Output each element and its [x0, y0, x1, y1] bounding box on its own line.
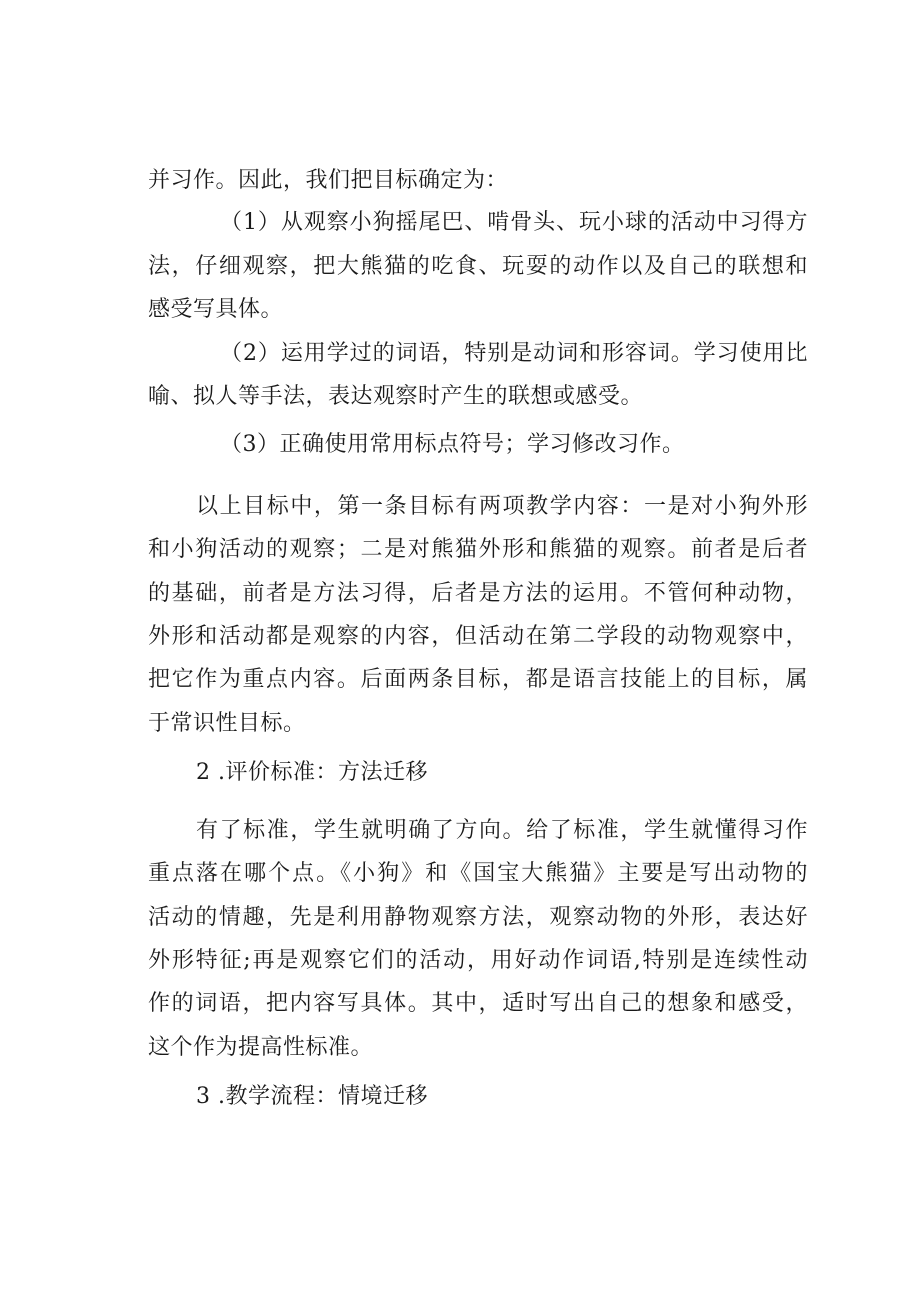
text-line: 外形特征;再是观察它们的活动，用好动作词语,特别是连续性动 [148, 948, 808, 973]
text-line: 的基础，前者是方法习得，后者是方法的运用。不管何种动物， [148, 581, 808, 606]
text-line: （3）正确使用常用标点符号；学习修改习作。 [220, 432, 685, 457]
text-line: 以上目标中，第一条目标有两项教学内容：一是对小狗外形 [196, 494, 808, 519]
text-line: 法，仔细观察，把大熊猫的吃食、玩耍的动作以及自己的联想和 [148, 254, 808, 279]
text-line: 把它作为重点内容。后面两条目标，都是语言技能上的目标，属 [148, 667, 808, 692]
text-line: 喻、拟人等手法，表达观察时产生的联想或感受。 [148, 384, 644, 409]
text-line: 重点落在哪个点。《小狗》和《国宝大熊猫》主要是写出动物的 [148, 861, 808, 886]
text-line: 这个作为提高性标准。 [148, 1035, 374, 1060]
section-heading: 3 .教学流程：情境迁移 [196, 1084, 428, 1109]
text-line: 并习作。因此，我们把目标确定为： [148, 168, 509, 193]
text-line: 于常识性目标。 [148, 711, 306, 736]
text-line: （2）运用学过的词语，特别是动词和形容词。学习使用比 [220, 341, 808, 366]
text-line: 作的词语，把内容写具体。其中，适时写出自己的想象和感受， [148, 991, 808, 1016]
text-line: （1）从观察小狗摇尾巴、啃骨头、玩小球的活动中习得方 [220, 210, 808, 235]
text-line: 外形和活动都是观察的内容，但活动在第二学段的动物观察中， [148, 624, 808, 649]
text-line: 和小狗活动的观察；二是对熊猫外形和熊猫的观察。前者是后者 [148, 537, 808, 562]
text-line: 活动的情趣，先是利用静物观察方法，观察动物的外形，表达好 [148, 905, 808, 930]
section-heading: 2 .评价标准：方法迁移 [196, 760, 428, 785]
text-line: 感受写具体。 [148, 297, 284, 322]
text-line: 有了标准，学生就明确了方向。给了标准，学生就懂得习作 [196, 818, 808, 843]
